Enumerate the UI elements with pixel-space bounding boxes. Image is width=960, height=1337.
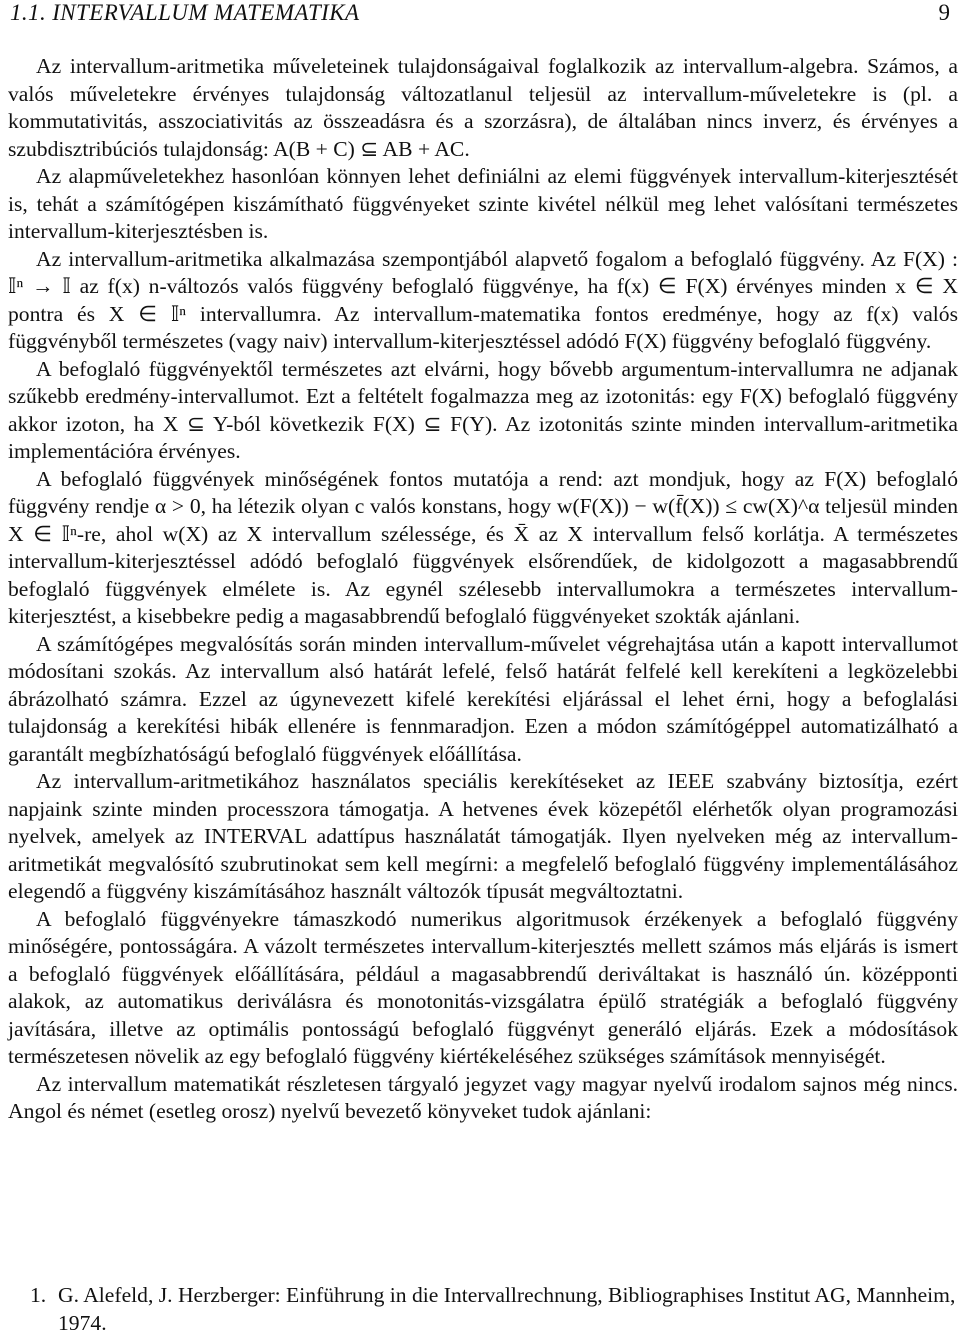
paragraph: Az intervallum-aritmetikához használatos speciális kerekítéseket az IEEE szabvány biztosítja, ezért napjaink szinte minden processzora támogatja. A hetvenes évek közepétől elérhetők olyan programozási nyelvek, amelyek az INTERVAL adattípus használatát támogatják. Ilyen nyelveken még az intervallum-aritmetikát megvalósító szubrutinokat sem kell megírni: a megfelelő befoglaló függvény implementálásához elegendő a függvény kiszámításához használt változók típusát megváltoztatni. — [8, 769, 958, 903]
paragraph: Az alapműveletekhez hasonlóan könnyen lehet definiálni az elemi függvények intervallum-kiterjesztését is, tehát a számítógépen kiszámítható függvényeket szinte kivétel nélkül meg lehet valósítani természetes intervallum-kiterjesztésben is. — [8, 164, 958, 243]
reference-list — [30, 1281, 958, 1337]
paragraph: A befoglaló függvényekre támaszkodó numerikus algoritmusok érzékenyek a befoglaló függvény minőségére, pontosságára. A vázolt természetes intervallum-kiterjesztés mellett számos más eljárás is ismert a befoglaló függvények előállítására, például a magasabbrendű deriváltakat is használó ún. középponti alakok, az automatikus deriválásra és monotonitás-vizsgálatra épülő stratégiák a befoglaló függvény javítására, illetve az optimális pontosságú befoglaló függvényt generáló eljárás. Ezek a módosítások természetesen növelik az egy befoglaló függvény kiértékeléséhez szükséges számítások mennyiségét. — [8, 906, 958, 1068]
paragraph: A befoglaló függvények minőségének fontos mutatója a rend: azt mondjuk, hogy az F(X) befoglaló függvény rendje α > 0, ha létezik olyan c valós konstans, hogy w(F(X)) − w(f̄(X)) ≤ cw(X)^α teljesül minden X ∈ 𝕀ⁿ-re, ahol w(X) az X intervallum szélessége, és X̄ az X intervallum felső korlátja. A természetes intervallum-kiterjesztéssel adódó befoglaló függvények elsőrendűek, de kidolgozott a magasabbrendű befoglaló függvények elmélete is. Az egynél szélesebb intervallumokra a természetes intervallum-kiterjesztést, a kisebbekre pedig a magasabbrendű befoglaló függvényeket szokták ajánlani. — [8, 466, 958, 628]
paragraph: Az intervallum-aritmetika műveleteinek tulajdonságaival foglalkozik az intervallum-algebra. Számos, a valós műveletekre érvényes tulajdonság változatlanul teljesül az intervallum-műveletekre is (pl. a kommutativitás, asszociativitás az összeadásra és a szorzásra), de általában nincs inverz, és érvényes a szubdisztribúciós tulajdonság: A(B + C) ⊆ AB + AC. — [8, 54, 958, 161]
running-header — [10, 0, 950, 26]
paragraph: Az intervallum matematikát részletesen tárgyaló jegyzet vagy magyar nyelvű irodalom sajnos még nincs. Angol és német (esetleg orosz) nyelvű bevezető könyveket tudok ajánlani: — [8, 1071, 958, 1123]
chapter-title: 1.1. INTERVALLUM MATEMATIKA — [10, 0, 360, 25]
reference-item — [30, 1281, 958, 1337]
body-text — [8, 53, 958, 1126]
paragraph: A befoglaló függvényektől természetes azt elvárni, hogy bővebb argumentum-intervallumra ne adjanak szűkebb eredmény-intervallumot. Ezt a feltételt fogalmazza meg az izotonitás: egy F(X) befoglaló függvény akkor izoton, ha X ⊆ Y-ból következik F(X) ⊆ F(Y). Az izotonitás szinte minden intervallum-aritmetika implementációra érvényes. — [8, 356, 958, 463]
paragraph: A számítógépes megvalósítás során minden intervallum-művelet végrehajtása után a kapott intervallumot módosítani szokás. Az intervallum alsó határát lefelé, felső határát felfelé kell kerekíteni a legközelebbi ábrázolható számra. Ezzel az úgynevezett kifelé kerekítési eljárással el lehet érni, hogy a befoglalási tulajdonság a kerekítési hibák ellenére is fennmaradjon. Ezen a módon számítógéppel automatizálható a garantált megbízhatóságú befoglaló függvények előállítása. — [8, 631, 958, 766]
reference-number: 1. — [30, 1283, 47, 1307]
reference-text: G. Alefeld, J. Herzberger: Einführung in die Intervallrechnung, Bibliographises Institut AG, Mannheim, 1974. — [58, 1283, 956, 1335]
page-number: 9 — [938, 0, 950, 25]
paragraph: Az intervallum-aritmetika alkalmazása szempontjából alapvető fogalom a befoglaló függvény. Az F(X) : 𝕀ⁿ → 𝕀 az f(x) n-változós valós függvény befoglaló függvénye, ha f(x) ∈ F(X) érvényes minden x ∈ X pontra és X ∈ 𝕀ⁿ intervallumra. Az intervallum-matematika fontos eredménye, hogy az f(x) valós függvényből természetes (vagy naiv) intervallum-kiterjesztéssel adódó F(X) függvény befoglaló függvény. — [8, 246, 958, 353]
